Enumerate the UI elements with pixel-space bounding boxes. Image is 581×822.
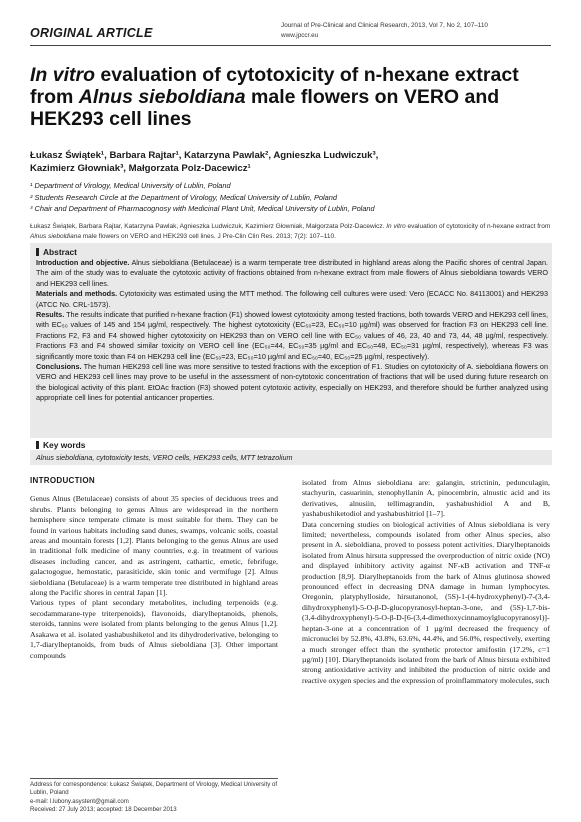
citation-title-mid: evaluation of cytotoxicity of n-hexane extract from bbox=[405, 223, 551, 230]
footnote-email[interactable]: e-mail: l.lubony.asystent@gmail.com bbox=[30, 797, 129, 805]
affiliation-3: ³ Chair and Department of Pharmacognosy with Medicinal Plant Unit, Medical University of Lublin, Poland bbox=[30, 204, 375, 213]
footnote-address: Address for correspondence: Łukasz Świątek, Department of Virology, Medical University of Lublin, Poland bbox=[30, 781, 278, 797]
intro-paragraph-1: Genus Alnus (Betulaceae) consists of about 35 species of deciduous trees and shrubs. Plants belonging to genus Alnus are widespread in the northern hemisphere since temperate climate is most suitable for them. They can be found in various habitats including sand dunes, swamps, volcanic soils, coastal areas and mountain forests [1,2]. Plants belonging to the genus Alnus are used in traditional folk medicine of many countries, e.g. in treatment of various diseases including cancer, and as astringent, cathartic, emetic, febrifuge, galactogogue, hemostatic, parasiticide, skin tonic and vermifuge [2]. Alnus sieboldiana (Betulaceae) is a warm temperate tree distributed in highland areas along the Pacific shores in central Japan [1]. bbox=[30, 494, 278, 598]
abstract-intro bbox=[36, 258, 548, 289]
affiliation-2: ² Students Research Circle at the Department of Virology, Medical University of Lublin, Poland bbox=[30, 192, 337, 202]
article-type-label: ORIGINAL ARTICLE bbox=[30, 26, 153, 40]
left-column bbox=[30, 476, 278, 661]
affiliation-1: ¹ Department of Virology, Medical University of Lublin, Poland bbox=[30, 181, 231, 190]
title-part-1: In vitro bbox=[30, 64, 96, 86]
citation-block bbox=[30, 222, 552, 241]
citation-authors: Łukasz Świątek, Barbara Rajtar, Katarzyna Pawlak, Agnieszka Ludwiczuk, Kazimierz Głowniak, Małgorzata Polz-Dacewicz. bbox=[30, 223, 385, 230]
journal-header bbox=[281, 21, 551, 41]
title-part-3: Alnus sieboldiana bbox=[78, 86, 246, 108]
abstract-conclusions-label: Conclusions. bbox=[36, 362, 82, 372]
author-list bbox=[30, 150, 550, 175]
abstract-methods-label: Materials and methods. bbox=[36, 289, 118, 299]
keywords-heading: Key words bbox=[36, 440, 85, 450]
introduction-heading: INTRODUCTION bbox=[30, 476, 95, 485]
title-part-2: evaluation of cytotoxicity of n-hexane extract from bbox=[30, 64, 519, 108]
article-title bbox=[30, 64, 550, 130]
footnote-divider bbox=[30, 778, 278, 779]
title-part-4: male flowers on VERO and HEK293 cell lines bbox=[30, 86, 500, 130]
abstract-results bbox=[36, 310, 548, 362]
abstract-conclusions bbox=[36, 362, 548, 404]
abstract-body bbox=[36, 258, 548, 404]
abstract-results-label: Results. bbox=[36, 310, 65, 320]
citation-species: Alnus sieboldiana bbox=[30, 232, 81, 240]
abstract-results-text: The results indicate that purified n-hexane fraction (F1) showed lowest cytotoxicity among tested fractions, both towards VERO and HEK293 cell lines, with EC₅₀ values of 145 and 154 µg/ml, respectively. The highest cytotoxicity (EC₅₀=23, EC₅₀=10 µg/ml) was observed for fraction F3 on HEK293 cell line. Fractions F2, F3 and F4 showed higher cytotoxicity on HEK293 than on VERO cell line with EC₅₀ values of 46, 23, 40 and 73, 44, 48 µg/ml, respectively. Fractions F3 and F4 showed similar toxicity on VERO cell line (EC₅₀=44, EC₅₀=35 µg/ml and EC₅₀=48, EC₅₀=31 µg/ml, respectively), whereas F3 was significantly more toxic than F4 on HEK293 cell line (EC₅₀=23, EC₅₀=10 µg/ml and EC₅₀=40, EC₅₀=25 µg/ml, respectively). bbox=[36, 310, 548, 361]
abstract-heading: Abstract bbox=[36, 247, 77, 257]
author-line-1: Łukasz Świątek¹, Barbara Rajtar¹, Katarzyna Pawlak², Agnieszka Ludwiczuk³, bbox=[30, 150, 379, 161]
abstract-intro-label: Introduction and objective. bbox=[36, 258, 130, 267]
journal-url[interactable]: www.jpccr.eu bbox=[281, 32, 319, 39]
intro-paragraph-4: Data concerning studies on biological activities of Alnus sieboldiana is very limited; nevertheless, compounds isolated from other Alnus species, also present in A. sieboldiana, proved to possess potent activities. Diarylheptanoids isolated from Alnus hirsuta suppressed the overproduction of nitric oxide (NO) and displayed inhibitory activity against NF-κB activation and TNF-α production [8,9]. Diarylheptanoids from the bark of Alnus glutinosa showed pronounced effect in decreasing DNA damage in human lymphocytes. Oregonin, platyphylloside, hirsutanonol, (5S)-1-(4-hydroxyphenyl)-7-(3,4-dihydroxyphenyl)-5-O-β-D-glucopyranosyl-heptan-3-one, and (5S)-1,7-bis-(3,4-dihydroxyphenyl)-5-O-β-D-[6-(3,4-dimethoxycinnamoylglucopyranosyl)]-heptan-3-one at a concentration of 1 µg/ml decreased the frequency of micronuclei by 52.8%, 43.8%, 63.6%, 44.4%, and 56.0%, respectively, exerting a much stronger effect than the synthetic protector amifostin (17.2%, c=1 µg/ml) [10]. Diarylheptanoids isolated from the bark of Alnus hirsuta exhibited strong antioxidative activity and inhibited the production of nitric oxide and reactive oxygen species and the expression of proinflammatory molecules, such bbox=[302, 519, 550, 685]
citation-title-prefix: In vitro bbox=[386, 223, 406, 230]
affiliations bbox=[30, 180, 550, 215]
footnote-dates: Received: 27 July 2013; accepted: 18 December 2013 bbox=[30, 806, 177, 814]
header-divider bbox=[30, 45, 551, 46]
intro-paragraph-3: isolated from Alnus sieboldiana are: galangin, strictinin, pedunculagin, stachyurin, casuarinin, stenophyllanin A, pinocembrin, alnustic acid and its derivatives, alnusiin, tellimagrandin, yashabushidiol A and B, yashabushiketodiol and yashabushitriol [1–7]. bbox=[302, 478, 550, 519]
correspondence-footnote bbox=[30, 781, 278, 815]
abstract-methods bbox=[36, 289, 548, 310]
abstract-methods-text: Cytotoxicity was estimated using the MTT method. The following cell cultures were used: Vero (ECACC No. 84113001) and HEK293 (ATCC No. CRL-1573). bbox=[36, 289, 548, 309]
abstract-intro-text: Alnus sieboldiana (Betulaceae) is a warm temperate tree distributed in highland areas along the Pacific shores of central Japan. The aim of the study was to evaluate the cytotoxic activity of fractions obtained from n-hexane extract from male flowers of Alnus sieboldiana towards VERO and HEK293 cell lines. bbox=[36, 258, 548, 288]
author-line-2: Kazimierz Głowniak³, Małgorzata Polz-Dacewicz¹ bbox=[30, 162, 251, 174]
citation-title-end: male flowers on VERO and HEK293 cell lines. J Pre-Clin Clin Res. 2013; 7(2): 107–110. bbox=[80, 232, 336, 240]
right-column bbox=[302, 478, 550, 686]
intro-paragraph-2: Various types of plant secondary metabolites, including terpenoids (e.g. secodammarane-type triterpenoids), flavonoids, diarylheptanoids, phenols, steroids, tannins were isolated from plants belonging to the genus Alnus [1,2]. Asakawa et al. isolated yashabushiketol and its dihydroderivative, belonging to 1,7-diarylheptanoids, from buds of Alnus sieboldiana [3]. Other important compounds bbox=[30, 598, 278, 660]
journal-citation: Journal of Pre-Clinical and Clinical Research, 2013, Vol 7, No 2, 107–110 bbox=[281, 22, 488, 29]
keywords-text: Alnus sieboldiana, cytotoxicity tests, VERO cells, HEK293 cells, MTT tetrazolium bbox=[36, 453, 293, 462]
abstract-conclusions-text: The human HEK293 cell line was more sensitive to tested fractions with the exception of F1. Studies on cytotoxicity of A. sieboldiana flowers on VERO and HEK293 cell lines may prove to be useful in the assessment of non-cytotoxic concentration of fractions that will be used during future research on the biological activity of this plant. EtOAc fraction (F3) showed potent cytotoxic activity, especially on HEK293, and therefore should be further analyzed using appropriate cell lines for potential anticancer properties. bbox=[36, 362, 548, 403]
